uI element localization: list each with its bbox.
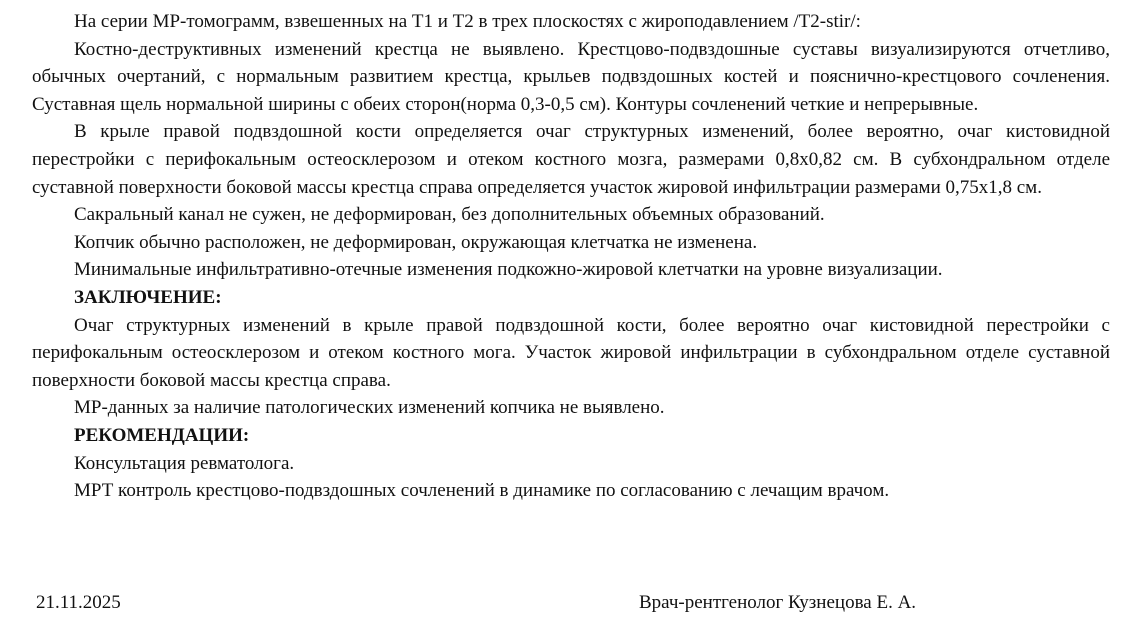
recommendations-heading: РЕКОМЕНДАЦИИ:	[74, 424, 250, 446]
conclusion-paragraph-2: МР-данных за наличие патологических изменений копчика не выявлено.	[74, 397, 665, 419]
recommendation-2: МРТ контроль крестцово-подвздошных сочленений в динамике по согласованию с лечащим врачом.	[74, 480, 890, 502]
report-intro: На серии МР-томограмм, взвешенных на Т1 и Т2 в трех плоскостях с жироподавлением /T2-stir/:	[74, 11, 861, 32]
conclusion-paragraph-1: Очаг структурных изменений в крыле правой подвздошной кости, более вероятно очаг кистовидной перестройки с перифокальным остеосклерозом и отеком костного мога. Участок жировой инфильтрации в субхондральном отделе суставной поверхности боковой массы крестца справа.	[32, 314, 1110, 391]
report-footer	[32, 589, 1110, 619]
findings-paragraph-1: Костно-деструктивных изменений крестца не выявлено. Крестцово-подвздошные суставы визуализируются отчетливо, обычных очертаний, с нормальным развитием крестца, крыльев подвздошных костей и пояснично-крестцового сочленения. Суставная щель нормальной ширины с обеих сторон(норма 0,3-0,5 см). Контуры сочленений четкие и непрерывные.	[32, 38, 1110, 115]
conclusion-heading: ЗАКЛЮЧЕНИЕ:	[74, 286, 222, 308]
recommendation-1: Консультация ревматолога.	[74, 452, 295, 474]
findings-paragraph-5: Минимальные инфильтративно-отечные изменения подкожно-жировой клетчатки на уровне визуализации.	[74, 259, 943, 281]
report-document	[32, 8, 1110, 505]
doctor-signature: Врач-рентгенолог Кузнецова Е. А.	[639, 592, 917, 613]
findings-paragraph-4: Копчик обычно расположен, не деформирован, окружающая клетчатка не изменена.	[74, 231, 758, 253]
findings-paragraph-3: Сакральный канал не сужен, не деформирован, без дополнительных объемных образований.	[74, 204, 825, 226]
report-date: 21.11.2025	[36, 592, 121, 613]
findings-paragraph-2: В крыле правой подвздошной кости определяется очаг структурных изменений, более вероятно, очаг кистовидной перестройки с перифокальным остеосклерозом и отеком костного мозга, размерами 0,8х0,82 см. В субхондральном отделе суставной поверхности боковой массы крестца справа определяется участок жировой инфильтрации размерами 0,75х1,8 см.	[32, 121, 1110, 198]
